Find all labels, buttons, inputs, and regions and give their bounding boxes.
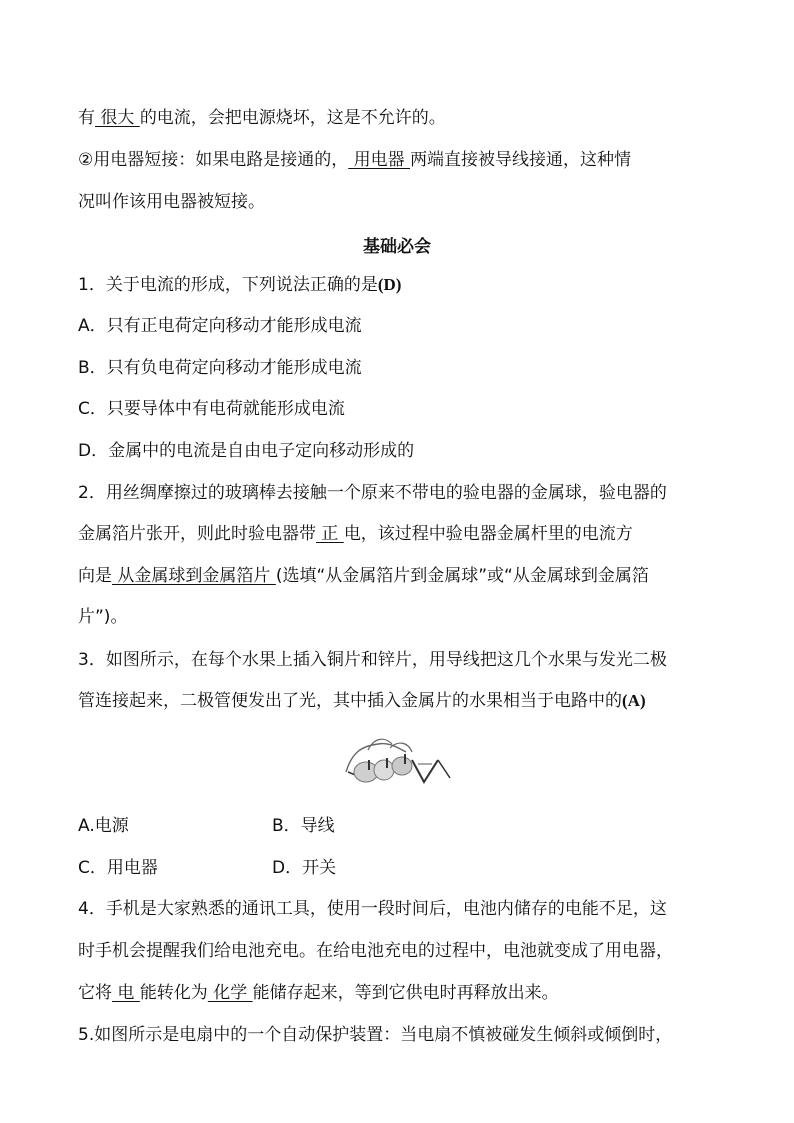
question-2-line: 金属箔片张开，则此时验电器带 正 电，该过程中验电器金属杆里的电流方 — [78, 524, 633, 544]
question-4-line: 时手机会提醒我们给电池充电。在给电池充电的过程中，电池就变成了用电器， — [78, 941, 673, 961]
answer-blank: 化学 — [207, 983, 253, 1003]
option-c: C．用电器 — [78, 858, 158, 878]
answer-blank: 很大 — [95, 108, 140, 128]
question-2-line: 向是 从金属球到金属箔片 (选填“从金属箔片到金属球”或“从金属球到金属箔 — [78, 566, 649, 586]
fruit-battery-figure — [338, 730, 456, 786]
paragraph-line: ②用电器短接：如果电路是接通的， 用电器 两端直接被导线接通，这种情 — [78, 150, 632, 170]
option-a: A.电源 — [78, 816, 129, 836]
paragraph-line: 况叫作该用电器被短接。 — [78, 192, 265, 212]
option-a: A．只有正电荷定向移动才能形成电流 — [78, 316, 362, 336]
answer: (A) — [622, 691, 646, 710]
question-5-line: 5.如图所示是电扇中的一个自动保护装置：当电扇不慎被碰发生倾斜或倾倒时， — [78, 1025, 673, 1045]
answer-blank: 用电器 — [348, 150, 411, 170]
question-2-line: 片”)。 — [78, 607, 128, 627]
question-2-line: 2．用丝绸摩擦过的玻璃棒去接触一个原来不带电的验电器的金属球，验电器的 — [78, 483, 667, 503]
question-4-line: 4．手机是大家熟悉的通讯工具，使用一段时间后，电池内储存的电能不足，这 — [78, 899, 667, 919]
question-1-stem: 1．关于电流的形成，下列说法正确的是(D) — [78, 275, 402, 295]
option-c: C．只要导体中有电荷就能形成电流 — [78, 399, 345, 419]
option-b: B．只有负电荷定向移动才能形成电流 — [78, 358, 362, 378]
question-4-line: 它将 电 能转化为 化学 能储存起来，等到它供电时再释放出来。 — [78, 983, 559, 1003]
question-3-line: 3．如图所示，在每个水果上插入铜片和锌片，用导线把这几个水果与发光二极 — [78, 650, 667, 670]
answer-blank: 从金属球到金属箔片 — [112, 566, 276, 586]
section-title: 基础必会 — [363, 237, 431, 257]
option-d: D．金属中的电流是自由电子定向移动形成的 — [78, 441, 415, 461]
answer-blank: 正 — [316, 524, 344, 544]
question-3-line: 管连接起来，二极管便发出了光，其中插入金属片的水果相当于电路中的(A) — [78, 691, 646, 711]
option-d: D．开关 — [272, 858, 337, 878]
option-b: B．导线 — [272, 816, 335, 836]
paragraph-line: 有 很大 的电流，会把电源烧坏，这是不允许的。 — [78, 108, 446, 128]
answer-blank: 电 — [112, 983, 140, 1003]
answer: (D) — [377, 275, 402, 294]
